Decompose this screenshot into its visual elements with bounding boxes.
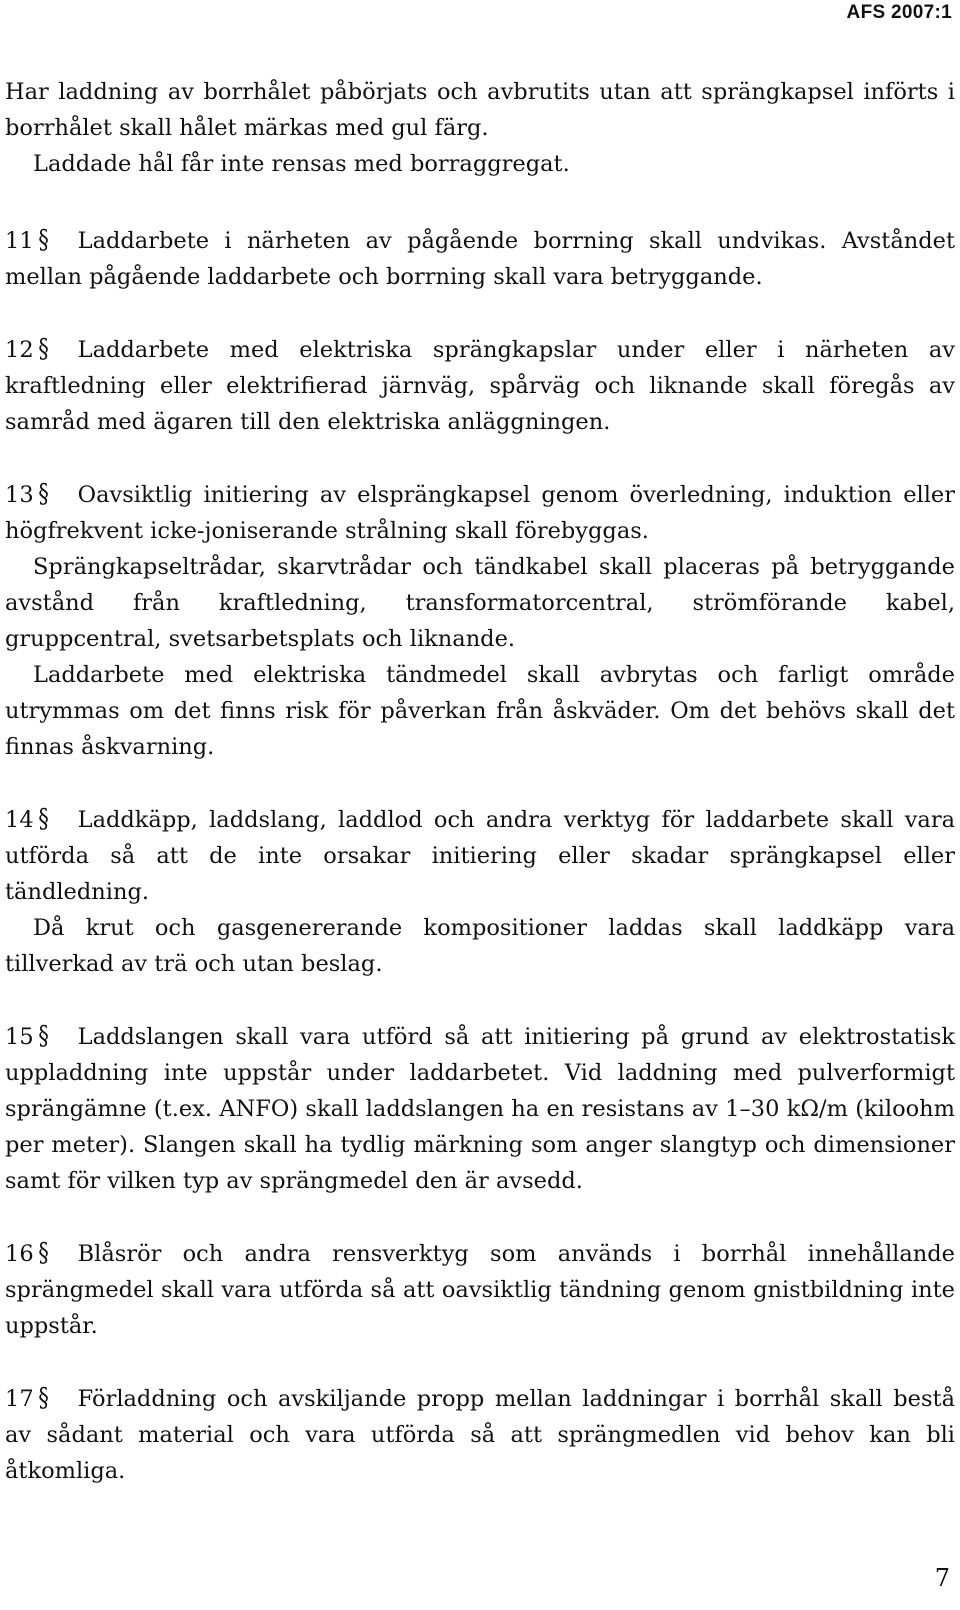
section-paragraph: Då krut och gasgenererande kompositioner laddas skall laddkäpp vara tillverkad av trä och utan beslag.: [5, 915, 955, 977]
section-paragraph: [5, 476, 955, 549]
paragraph-sign: §: [38, 225, 49, 255]
section-text: Laddarbete med elektriska sprängkapslar under eller i närheten av kraftledning eller elektrifierad järnväg, spårväg och liknande skall föregås av samråd med ägaren till den elektriska anläggningen.: [5, 337, 955, 435]
section-paragraph: [5, 222, 955, 295]
section-number: 14: [5, 807, 34, 833]
section-number: 15: [5, 1024, 34, 1050]
section-12: [5, 331, 955, 440]
section-15: [5, 1018, 955, 1199]
section-paragraph: Laddarbete med elektriska tändmedel skall avbrytas och farligt område utrymmas om det finns risk för påverkan från åskväder. Om det behövs skall det finnas åskvarning.: [5, 662, 955, 760]
paragraph-sign: §: [38, 1383, 49, 1413]
paragraph-sign: §: [38, 1238, 49, 1268]
section-paragraph: [5, 1380, 955, 1489]
section-number: 13: [5, 482, 34, 508]
section-14: [5, 801, 955, 982]
paragraph-sign: §: [38, 1021, 49, 1051]
intro-section: [5, 74, 955, 182]
section-paragraph: [5, 1235, 955, 1344]
section-text: Oavsiktlig initiering av elsprängkapsel genom överledning, induktion eller högfrekvent icke-joniserande strålning skall förebyggas.: [5, 482, 955, 544]
section-11: [5, 222, 955, 295]
section-text: Laddslangen skall vara utförd så att initiering på grund av elektrostatisk uppladdning inte uppstår under laddarbetet. Vid laddning med pulverformigt sprängämne (t.ex. ANFO) skall laddslangen ha en resistans av 1–30 kΩ/m (kiloohm per meter). Slangen skall ha tydlig märkning som anger slangtyp och dimensioner samt för vilken typ av sprängmedel den är avsedd.: [5, 1024, 955, 1194]
section-16: [5, 1235, 955, 1344]
section-paragraph: Sprängkapseltrådar, skarvtrådar och tändkabel skall placeras på betryggande avstånd från kraftledning, transformatorcentral, strömförande kabel, gruppcentral, svetsarbetsplats och liknande.: [5, 554, 955, 652]
paragraph-sign: §: [38, 804, 49, 834]
section-number: 12: [5, 337, 34, 363]
intro-paragraph: Laddade hål får inte rensas med borraggregat.: [33, 151, 570, 177]
section-text: Blåsrör och andra rensverktyg som används i borrhål innehållande sprängmedel skall vara utförda så att oavsiktlig tändning genom gnistbildning inte uppstår.: [5, 1241, 955, 1339]
section-13: [5, 476, 955, 765]
section-number: 16: [5, 1241, 34, 1267]
section-text: Laddarbete i närheten av pågående borrning skall undvikas. Avståndet mellan pågående laddarbete och borrning skall vara betryggande.: [5, 228, 955, 290]
section-paragraph: [5, 331, 955, 440]
page-body: [5, 74, 955, 1489]
section-number: 17: [5, 1386, 34, 1412]
page-number: 7: [934, 1564, 950, 1592]
section-17: [5, 1380, 955, 1489]
paragraph-sign: §: [38, 479, 49, 509]
section-number: 11: [5, 228, 34, 254]
paragraph-sign: §: [38, 334, 49, 364]
section-text: Förladdning och avskiljande propp mellan laddningar i borrhål skall bestå av sådant material och vara utförda så att sprängmedlen vid behov kan bli åtkomliga.: [5, 1386, 955, 1484]
section-text: Laddkäpp, laddslang, laddlod och andra verktyg för laddarbete skall vara utförda så att de inte orsakar initiering eller skadar sprängkapsel eller tändledning.: [5, 807, 955, 905]
document-id-header: AFS 2007:1: [846, 2, 952, 23]
section-paragraph: [5, 801, 955, 910]
intro-paragraph: Har laddning av borrhålet påbörjats och avbrutits utan att sprängkapsel införts i borrhålet skall hålet märkas med gul färg.: [5, 79, 955, 141]
section-paragraph: [5, 1018, 955, 1199]
